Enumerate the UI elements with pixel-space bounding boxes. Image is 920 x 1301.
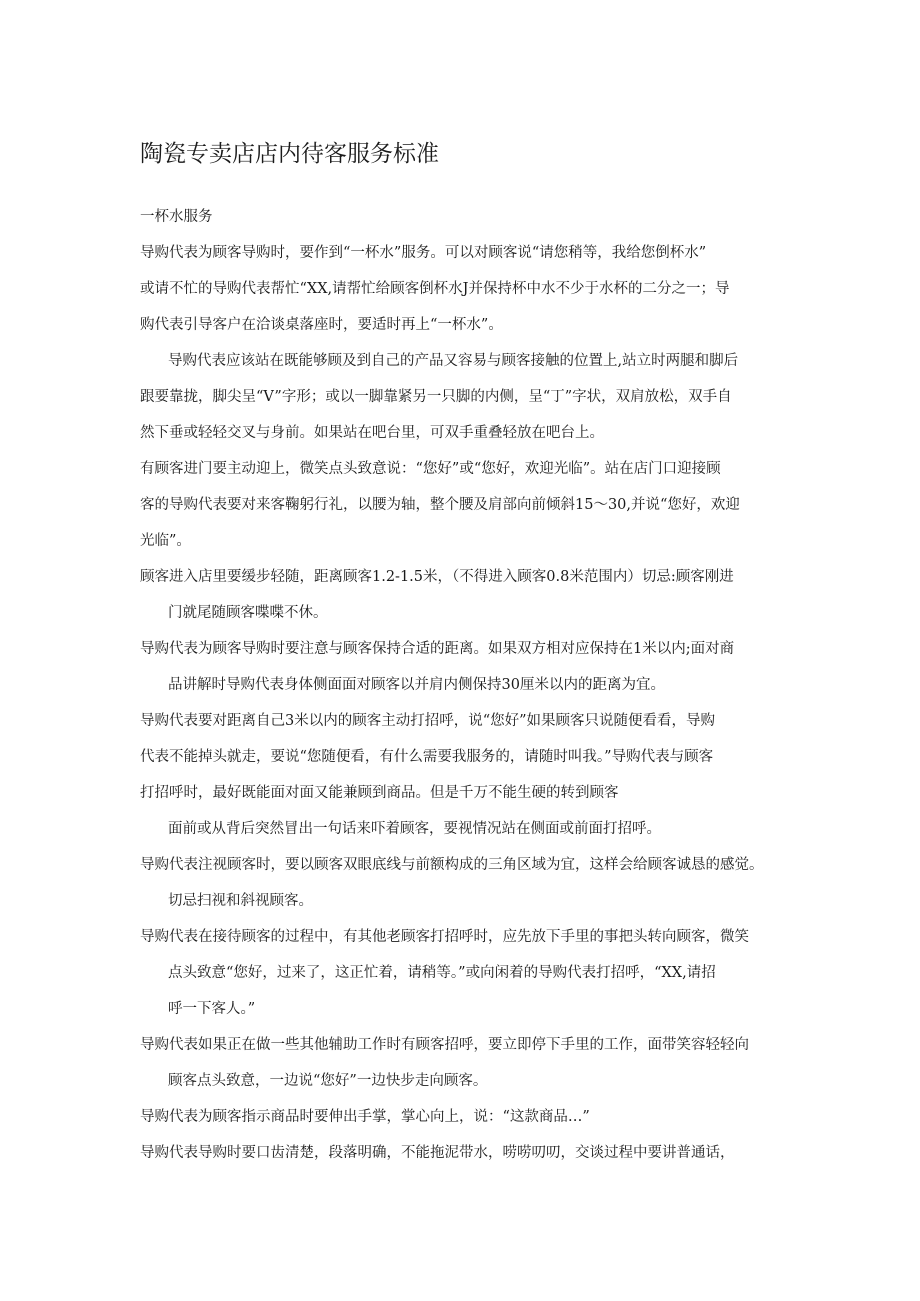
text-line: 切忌扫视和斜视顾客。 xyxy=(168,893,313,909)
section-heading: 一杯水服务 xyxy=(140,209,213,225)
text-line: 面前或从背后突然冒出一句话来吓着顾客，要视情况站在侧面或前面打招呼。 xyxy=(168,821,661,837)
text-line: 跟要靠拢，脚尖呈“V”字形；或以一脚靠紧另一只脚的内侧，呈“丁”字状，双肩放松，双手自 xyxy=(140,389,732,405)
text-line: 点头致意“您好，过来了，这正忙着，请稍等。”或向闲着的导购代表打招呼，“XX,请招 xyxy=(168,965,716,981)
text-line: 导购代表导购时要口齿清楚，段落明确，不能拖泥带水，唠唠叨叨，交谈过程中要讲普通话， xyxy=(140,1145,735,1161)
document-title: 陶瓷专卖店店内待客服务标准 xyxy=(140,141,439,167)
text-line: 门就尾随顾客喋喋不休。 xyxy=(168,605,328,621)
text-line: 顾客点头致意，一边说“您好”一边快步走向顾客。 xyxy=(168,1073,488,1089)
text-line: 光临”。 xyxy=(140,533,191,549)
text-line: 打招呼时，最好既能面对面又能兼顾到商品。但是千万不能生硬的转到顾客 xyxy=(140,785,619,801)
text-line: 导购代表为顾客指示商品时要伸出手掌，掌心向上，说：“这款商品…” xyxy=(140,1109,590,1125)
text-line: 导购代表为顾客导购时，要作到“一杯水”服务。可以对顾客说“请您稍等，我给您倒杯水” xyxy=(140,245,707,261)
text-line: 然下垂或轻轻交叉与身前。如果站在吧台里，可双手重叠轻放在吧台上。 xyxy=(140,425,604,441)
text-line: 导购代表要对距离自己3米以内的顾客主动打招呼，说“您好”如果顾客只说随便看看，导购 xyxy=(140,713,716,729)
text-line: 顾客进入店里要缓步轻随，距离顾客1.2-1.5米，（不得进入顾客0.8米范围内）切忌:顾客刚进 xyxy=(140,569,734,585)
text-line: 导购代表如果正在做一些其他辅助工作时有顾客招呼，要立即停下手里的工作，面带笑容轻轻向 xyxy=(140,1037,749,1053)
text-line: 客的导购代表要对来客鞠躬行礼，以腰为轴，整个腰及肩部向前倾斜15～30,并说“您好，欢迎 xyxy=(140,497,740,513)
text-line: 购代表引导客户在洽谈桌落座时，要适时再上“一杯水”。 xyxy=(140,317,503,333)
text-line: 或请不忙的导购代表帮忙“XX,请帮忙给顾客倒杯水J并保持杯中水不少于水杯的二分之一；导 xyxy=(140,281,730,297)
text-line: 导购代表为顾客导购时要注意与顾客保持合适的距离。如果双方相对应保持在1米以内;面对商 xyxy=(140,641,735,657)
text-line: 代表不能掉头就走，要说“您随便看，有什么需要我服务的，请随时叫我。”导购代表与顾客 xyxy=(140,749,714,765)
text-line: 品讲解时导购代表身体侧面面对顾客以并肩内侧保持30厘米以内的距离为宜。 xyxy=(168,677,665,693)
text-line: 导购代表注视顾客时，要以顾客双眼底线与前额构成的三角区域为宜，这样会给顾客诚恳的感觉。 xyxy=(140,857,764,873)
text-line: 导购代表应该站在既能够顾及到自己的产品又容易与顾客接触的位置上,站立时两腿和脚后 xyxy=(168,353,739,369)
text-line: 导购代表在接待顾客的过程中，有其他老顾客打招呼时，应先放下手里的事把头转向顾客，微笑 xyxy=(140,929,749,945)
text-line: 有顾客进门要主动迎上，微笑点头致意说：“您好”或“您好，欢迎光临”。站在店门口迎接顾 xyxy=(140,461,721,477)
text-line: 呼一下客人。” xyxy=(168,1001,256,1017)
